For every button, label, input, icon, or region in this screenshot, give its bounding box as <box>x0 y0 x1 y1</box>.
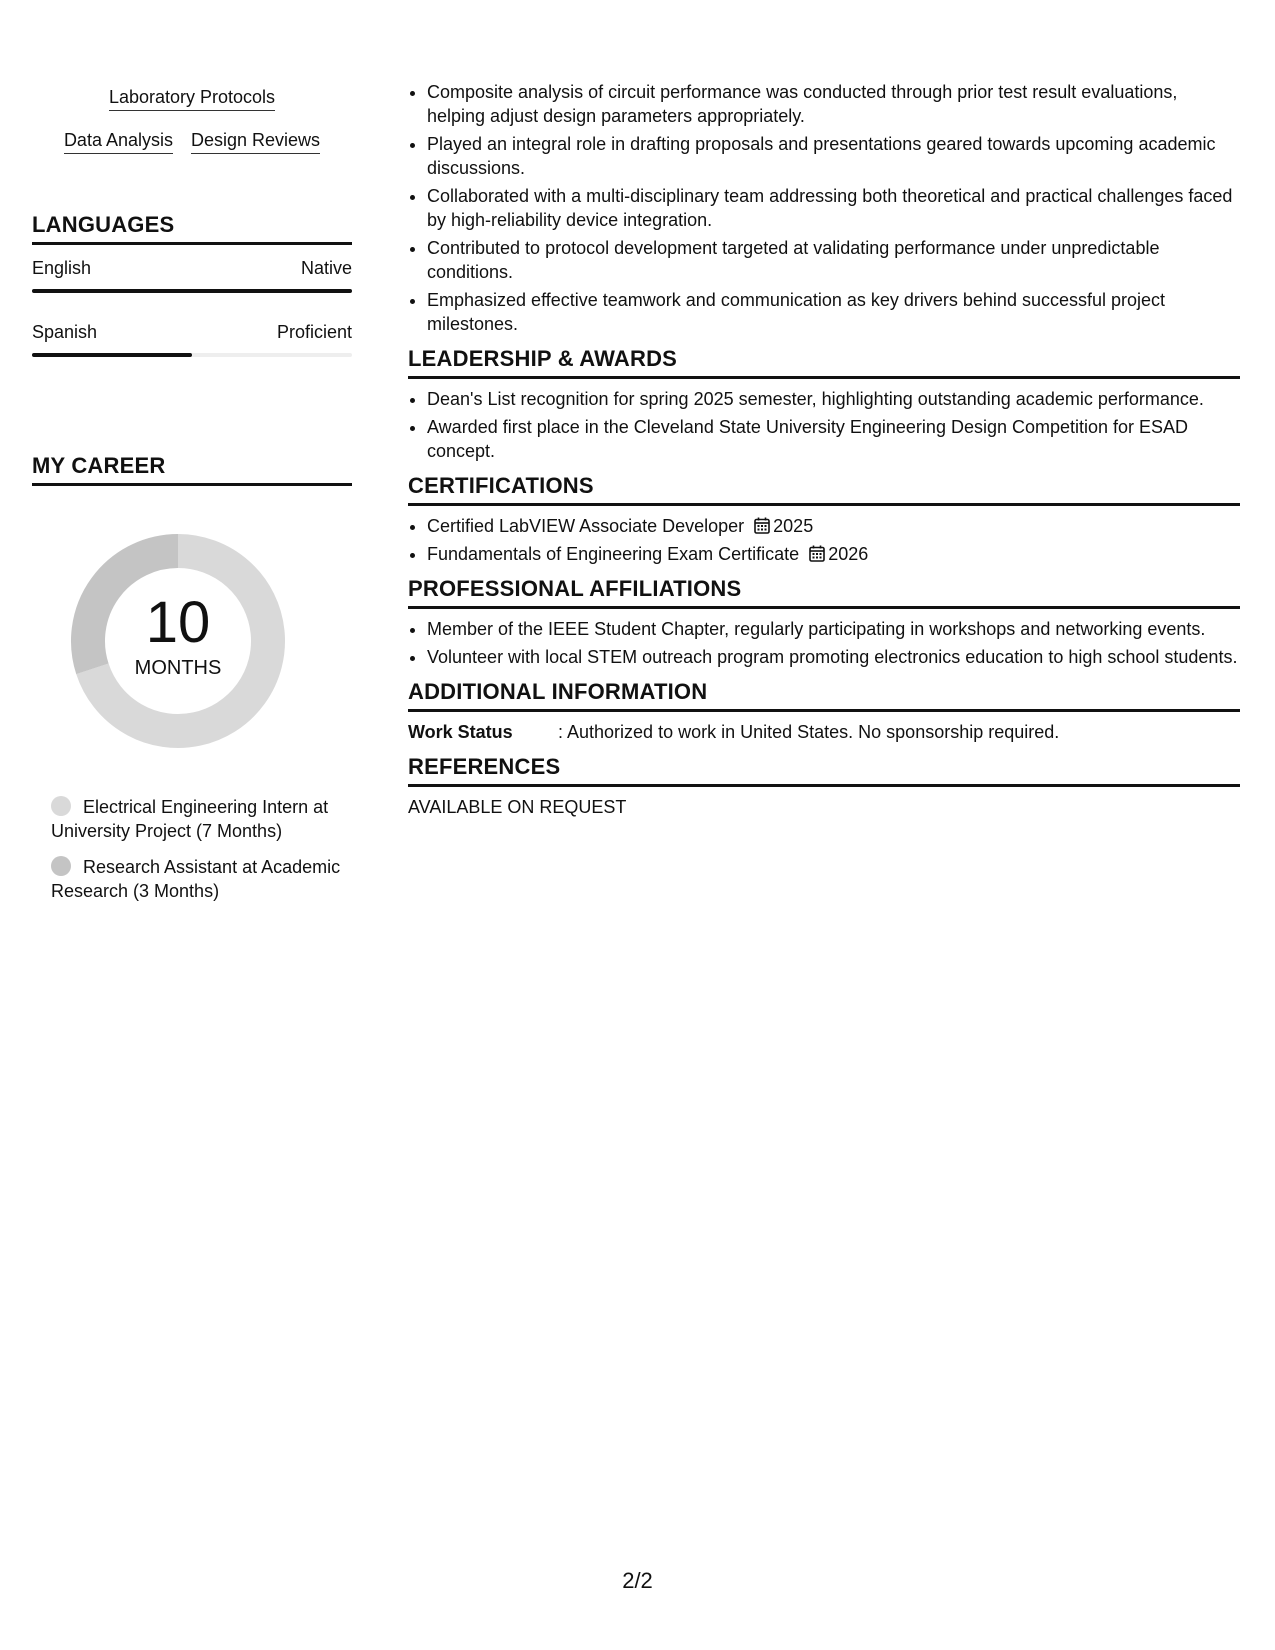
certification-name: Certified LabVIEW Associate Developer <box>427 516 745 536</box>
skills-row <box>32 129 352 154</box>
certification-item <box>427 514 1240 538</box>
career-total-number: 10 <box>145 590 211 655</box>
skills-tags <box>32 86 352 172</box>
career-legend-item <box>51 795 341 843</box>
language-level-fill <box>32 289 352 293</box>
certification-item <box>427 542 1240 566</box>
language-level-fill <box>32 353 192 357</box>
language-name: Spanish <box>32 322 98 342</box>
language-level-bar <box>32 289 352 293</box>
career-legend-label: Electrical Engineering Intern at University Project (7 Months) <box>51 797 329 841</box>
leadership-section <box>408 346 1240 463</box>
donut-center <box>66 529 290 753</box>
career-donut-chart <box>66 529 290 753</box>
legend-dot <box>51 856 71 876</box>
additional-info-section <box>408 679 1240 744</box>
languages-section <box>32 212 352 357</box>
experience-bullet: • Played an integral role in drafting proposals and presentations geared towards upcoming academic discussions. <box>427 132 1240 180</box>
certification-year: 2025 <box>773 516 814 536</box>
language-level: Proficient <box>276 322 352 342</box>
experience-bullet: • Emphasized effective teamwork and communication as key drivers behind successful project milestones. <box>427 288 1240 336</box>
language-item <box>32 257 352 293</box>
languages-heading: LANGUAGES <box>32 212 352 245</box>
legend-dot <box>51 796 71 816</box>
main-content <box>408 80 1240 819</box>
language-item <box>32 321 352 357</box>
work-status-label: Work Status <box>408 722 513 742</box>
leadership-heading: LEADERSHIP & AWARDS <box>408 346 1240 379</box>
career-legend <box>51 795 341 915</box>
career-section <box>32 453 352 901</box>
skill-tag: Design Reviews <box>191 129 320 154</box>
page-number: 2/2 <box>622 1568 653 1593</box>
experience-bullet: • Contributed to protocol development targeted at validating performance under unpredictable conditions. <box>427 236 1240 284</box>
calendar-icon <box>809 545 825 562</box>
affiliations-section <box>408 576 1240 669</box>
language-level-bar <box>32 353 352 357</box>
additional-info-heading: ADDITIONAL INFORMATION <box>408 679 1240 712</box>
certification-year: 2026 <box>828 544 869 564</box>
career-legend-item <box>51 855 341 903</box>
skill-tag: Data Analysis <box>64 129 173 154</box>
career-heading: MY CAREER <box>32 453 352 486</box>
references-heading: REFERENCES <box>408 754 1240 787</box>
affiliation-item: • Member of the IEEE Student Chapter, regularly participating in workshops and networking events. <box>427 617 1240 641</box>
experience-bullets <box>408 80 1240 336</box>
leadership-item: • Awarded first place in the Cleveland State University Engineering Design Competition for ESAD concept. <box>427 415 1240 463</box>
career-legend-label: Research Assistant at Academic Research (3 Months) <box>51 857 341 901</box>
skills-row <box>32 86 352 111</box>
calendar-icon <box>754 517 770 534</box>
work-status-row <box>408 720 1240 744</box>
experience-bullet: • Collaborated with a multi-disciplinary team addressing both theoretical and practical challenges faced by high-reliability device integration. <box>427 184 1240 232</box>
skill-tag: Laboratory Protocols <box>109 86 275 111</box>
affiliation-item: • Volunteer with local STEM outreach program promoting electronics education to high school students. <box>427 645 1240 669</box>
certifications-heading: CERTIFICATIONS <box>408 473 1240 506</box>
language-level: Native <box>300 258 352 278</box>
language-name: English <box>32 258 92 278</box>
experience-bullet: • Composite analysis of circuit performance was conducted through prior test result evaluations, helping adjust design parameters appropriately. <box>427 80 1240 128</box>
career-total-unit: MONTHS <box>134 657 222 679</box>
references-section <box>408 754 1240 819</box>
work-status-value: : Authorized to work in United States. No sponsorship required. <box>558 722 1060 742</box>
leadership-item: • Dean's List recognition for spring 2025 semester, highlighting outstanding academic performance. <box>427 387 1240 411</box>
affiliations-heading: PROFESSIONAL AFFILIATIONS <box>408 576 1240 609</box>
certification-name: Fundamentals of Engineering Exam Certificate <box>427 544 800 564</box>
certifications-section <box>408 473 1240 566</box>
references-text: AVAILABLE ON REQUEST <box>408 797 627 817</box>
